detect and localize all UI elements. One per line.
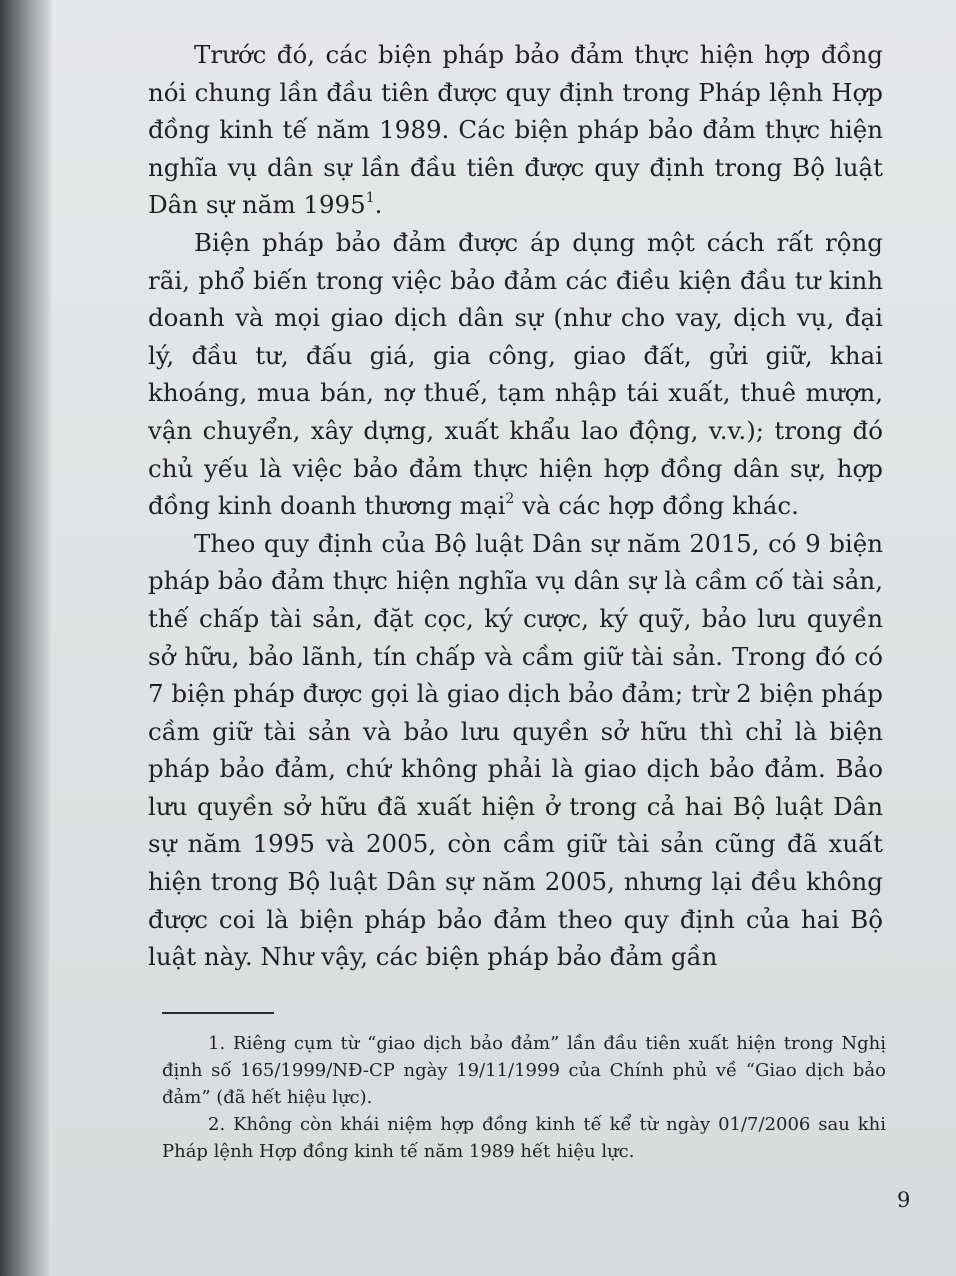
paragraph-1-text: Trước đó, các biện pháp bảo đảm thực hiện hợp đồng nói chung lần đầu tiên được quy định trong Pháp lệnh Hợp đồng kinh tế năm 1989. Các biện pháp bảo đảm thực hiện nghĩa vụ dân sự lần đầu tiên được quy định trong Bộ luật Dân sự năm 1995 <box>148 40 883 220</box>
paragraph-3 <box>148 525 883 976</box>
footnotes <box>162 1030 886 1165</box>
footnote-1: 1. Riêng cụm từ “giao dịch bảo đảm” lần đầu tiên xuất hiện trong Nghị định số 165/1999/NĐ-CP ngày 19/11/1999 của Chính phủ về “Giao dịch bảo đảm” (đã hết hiệu lực). <box>162 1033 886 1108</box>
paragraph-1 <box>148 36 883 224</box>
footnote-ref-2: 2 <box>505 490 515 507</box>
paragraph-2-end: và các hợp đồng khác. <box>514 491 799 521</box>
paragraph-3-text: Theo quy định của Bộ luật Dân sự năm 2015, có 9 biện pháp bảo đảm thực hiện nghĩa vụ dân sự là cầm cố tài sản, thế chấp tài sản, đặt cọc, ký cược, ký quỹ, bảo lưu quyền sở hữu, bảo lãnh, tín chấp và cầm giữ tài sản. Trong đó có 7 biện pháp được gọi là giao dịch bảo đảm; trừ 2 biện pháp cầm giữ tài sản và bảo lưu quyền sở hữu thì chỉ là biện pháp bảo đảm, chứ không phải là giao dịch bảo đảm. Bảo lưu quyền sở hữu đã xuất hiện ở trong cả hai Bộ luật Dân sự năm 1995 và 2005, còn cầm giữ tài sản cũng đã xuất hiện trong Bộ luật Dân sự năm 2005, nhưng lại đều không được coi là biện pháp bảo đảm theo quy định của hai Bộ luật này. Như vậy, các biện pháp bảo đảm gần <box>148 528 883 972</box>
footnote-2: 2. Không còn khái niệm hợp đồng kinh tế kể từ ngày 01/7/2006 sau khi Pháp lệnh Hợp đồng kinh tế năm 1989 hết hiệu lực. <box>162 1114 886 1162</box>
paragraph-1-end: . <box>374 190 383 220</box>
book-page <box>52 0 956 1276</box>
page-number: 9 <box>897 1188 911 1212</box>
body-text <box>148 36 883 976</box>
paragraph-2 <box>148 224 883 525</box>
paragraph-2-text: Biện pháp bảo đảm được áp dụng một cách rất rộng rãi, phổ biến trong việc bảo đảm các điều kiện đầu tư kinh doanh và mọi giao dịch dân sự (như cho vay, dịch vụ, đại lý, đầu tư, đấu giá, gia công, giao đất, gửi giữ, khai khoáng, mua bán, nợ thuế, tạm nhập tái xuất, thuê mượn, vận chuyển, xây dựng, xuất khẩu lao động, v.v.); trong đó chủ yếu là việc bảo đảm thực hiện hợp đồng dân sự, hợp đồng kinh doanh thương mại <box>148 227 883 521</box>
footnote-ref-1: 1 <box>365 190 375 207</box>
footnote-separator <box>162 1012 274 1014</box>
book-binding-edge <box>0 0 52 1276</box>
